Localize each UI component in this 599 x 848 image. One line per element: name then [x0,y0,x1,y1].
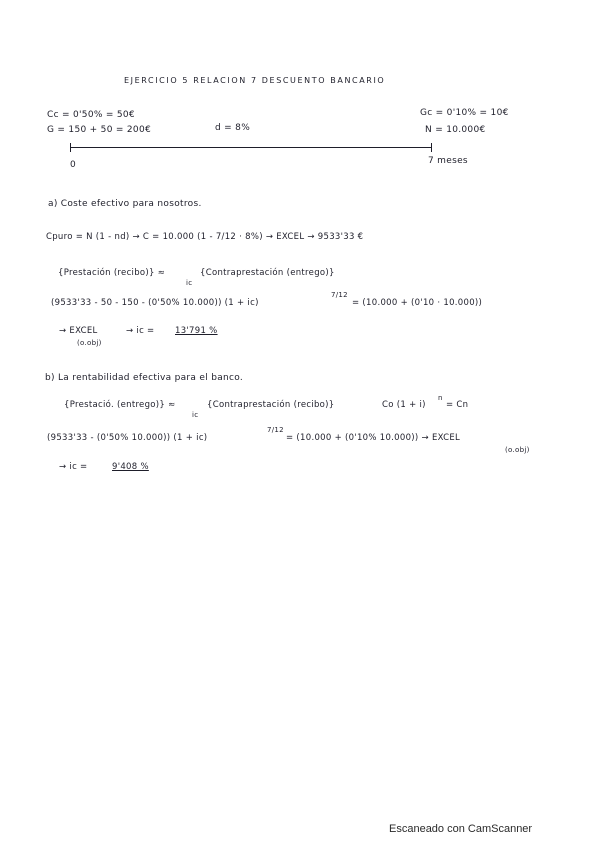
d-value: d = 8% [215,123,251,133]
part-a-objective-label: (o.obj) [77,339,102,347]
timeline-end-tick [431,143,432,152]
part-a-result-prefix: → ic = [126,326,155,336]
part-b-equation-exponent: 7/12 [267,426,284,434]
part-b-formula-tail: = Cn [446,400,469,410]
part-a-result: 13'791 % [175,326,218,336]
part-a-equivalence-left: {Prestación (recibo)} ≈ [58,268,166,278]
part-a-equivalence-right: {Contraprestación (entrego)} [200,268,335,278]
part-b-equation-tail: = (10.000 + (0'10% 10.000)) → EXCEL [286,433,461,443]
part-b-formula-exponent: n [438,394,443,402]
part-b-equivalence-right: {Contraprestación (recibo)} [207,400,335,410]
part-b-equation: (9533'33 - (0'50% 10.000)) (1 + ic) [47,433,208,443]
timeline-end-label: 7 meses [428,156,468,166]
gc-value: Gc = 0'10% = 10€ [420,108,509,118]
g-value: G = 150 + 50 = 200€ [47,125,151,135]
part-a-equation: (9533'33 - 50 - 150 - (0'50% 10.000)) (1 + ic) [51,298,259,308]
part-a-formula-line: Cpuro = N (1 - nd) → C = 10.000 (1 - 7/12 · 8%) → EXCEL → 9533'33 € [46,232,364,242]
timeline-line [70,147,432,148]
part-b-result: 9'408 % [112,462,149,472]
timeline-start-tick [70,143,71,152]
timeline-start-label: 0 [70,160,77,170]
cc-value: Cc = 0'50% = 50€ [47,110,135,120]
part-b-equivalence-sub: ic [192,411,199,419]
part-a-equivalence-sub: ic [186,279,193,287]
n-value: N = 10.000€ [425,125,486,135]
part-a-equation-tail: = (10.000 + (0'10 · 10.000)) [352,298,483,308]
part-b-formula: Co (1 + i) [382,400,426,410]
scanner-watermark: Escaneado con CamScanner [389,823,533,835]
part-a-equation-exponent: 7/12 [331,291,348,299]
part-b-result-prefix: → ic = [59,462,88,472]
part-b-heading: b) La rentabilidad efectiva para el banco. [45,373,244,383]
page-title: EJERCICIO 5 RELACION 7 DESCUENTO BANCARIO [124,76,386,85]
part-b-equivalence-left: {Prestació. (entrego)} ≈ [64,400,176,410]
part-a-heading: a) Coste efectivo para nosotros. [48,199,202,209]
part-a-excel-label: → EXCEL [59,326,98,336]
part-b-objective-label: (o.obj) [505,446,530,454]
